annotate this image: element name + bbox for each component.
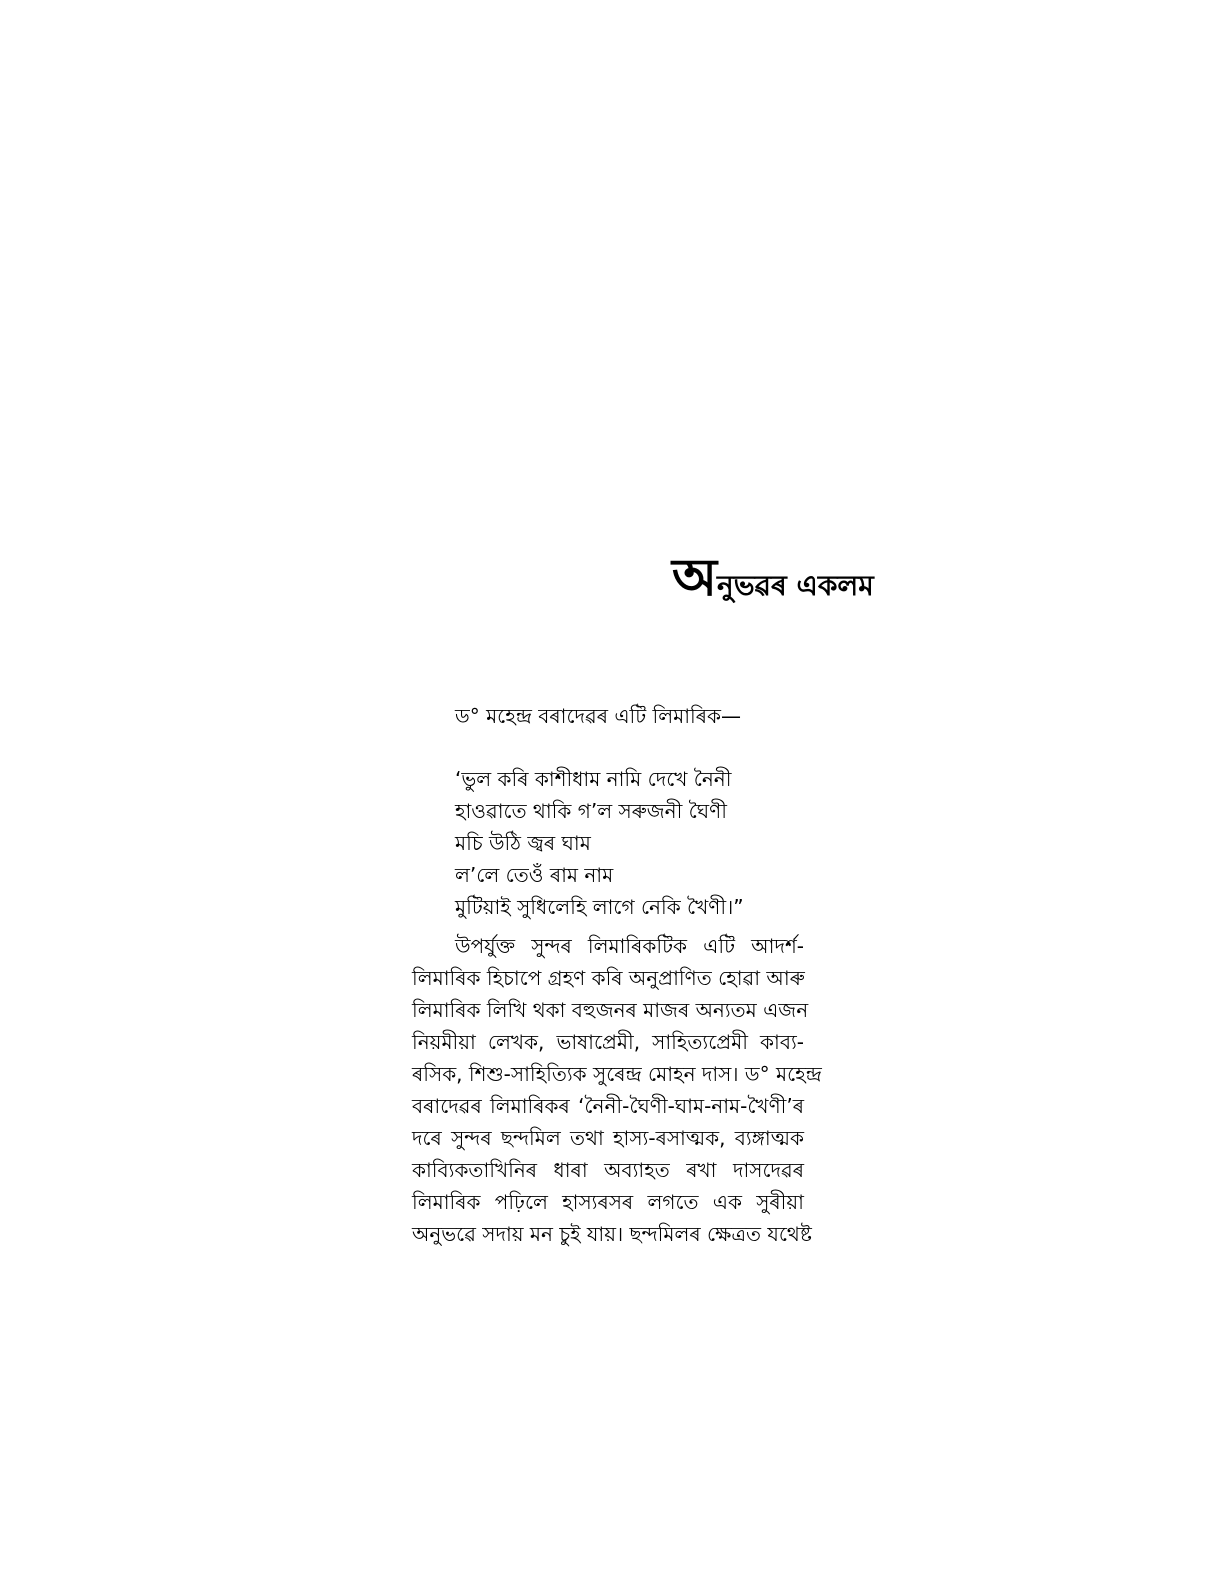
- paragraph-line: লিমাৰিক লিখি থকা বহুজনৰ মাজৰ অন্যতম এজন: [412, 998, 809, 1022]
- verse-line: ল’লে তেওঁ ৰাম নাম: [455, 863, 614, 887]
- paragraph-line: বৰাদেৱৰ লিমাৰিকৰ ‘নৈনী-ঘৈণী-ঘাম-নাম-খৈণী’ৰ: [412, 1094, 804, 1118]
- chapter-title: [672, 548, 932, 608]
- paragraph-line: অনুভৱে সদায় মন চুই যায়। ছন্দমিলৰ ক্ষেত্ৰত যথেষ্ট: [412, 1222, 812, 1246]
- verse-line: ‘ভুল কৰি কাশীধাম নামি দেখে নৈনী: [455, 767, 732, 791]
- paragraph-line: ৰসিক, শিশু-সাহিত্যিক সুৰেন্দ্ৰ মোহন দাস। ড° মহেন্দ্ৰ: [412, 1062, 822, 1086]
- paragraph-line: দৰে সুন্দৰ ছন্দমিল তথা হাস্য-ৰসাত্মক, ব্যঙ্গাত্মক: [412, 1126, 804, 1150]
- paragraph-line: লিমাৰিক হিচাপে গ্ৰহণ কৰি অনুপ্ৰাণিত হোৱা আৰু: [412, 966, 805, 990]
- intro-line: ড° মহেন্দ্ৰ বৰাদেৱৰ এটি লিমাৰিক—: [455, 704, 742, 728]
- paragraph-line: কাব্যিকতাখিনিৰ ধাৰা অব্যাহত ৰখা দাসদেৱৰ: [412, 1158, 804, 1182]
- paragraph-line: নিয়মীয়া লেখক, ভাষাপ্ৰেমী, সাহিত্যপ্ৰেমী কাব্য-: [412, 1030, 804, 1054]
- limerick-verse: [455, 763, 744, 923]
- paragraph-line: লিমাৰিক পঢ়িলে হাস্যৰসৰ লগতে এক সুৰীয়া: [412, 1190, 804, 1214]
- verse-line: মুটিয়াই সুধিলেহি লাগে নেকি খৈণী।”: [455, 895, 744, 919]
- paragraph-line: উপৰ্যুক্ত সুন্দৰ লিমাৰিকটিক এটি আদৰ্শ-: [455, 934, 804, 958]
- chapter-title-initial: অ: [672, 548, 718, 608]
- verse-line: মচি উঠি জ্বৰ ঘাম: [455, 831, 591, 855]
- chapter-title-rest: নুভৱৰ একলম: [717, 569, 874, 602]
- body-paragraph: [412, 930, 822, 1250]
- verse-line: হাওৱাতে থাকি গ’ল সৰুজনী ঘৈণী: [455, 799, 727, 823]
